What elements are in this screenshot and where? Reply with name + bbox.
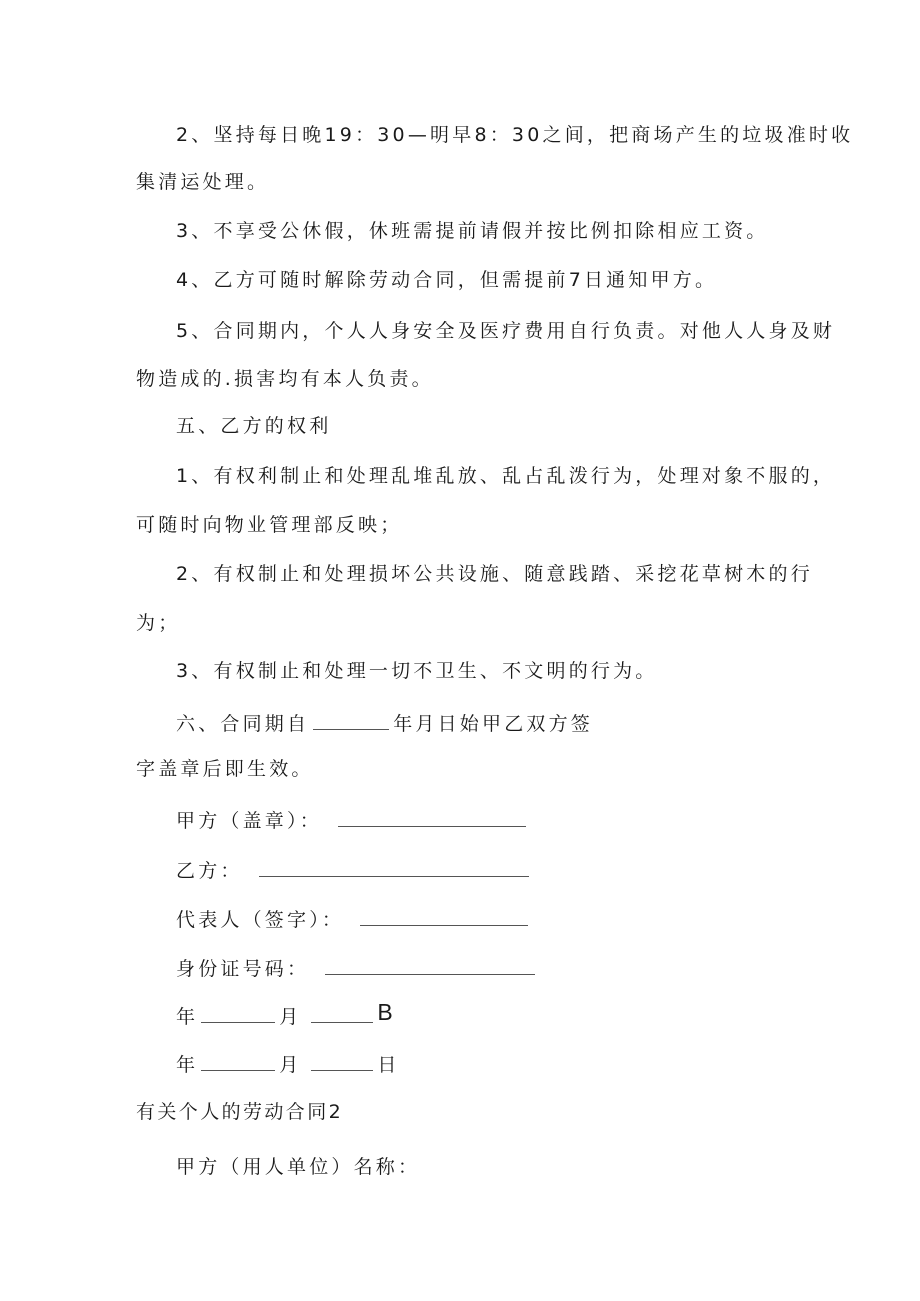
right-3: 3、有权制止和处理一切不卫生、不文明的行为。 [176,660,658,682]
date-2-day-field[interactable] [311,1053,373,1071]
clause-3: 3、不享受公休假，休班需提前请假并按比例扣除相应工资。 [176,220,769,242]
date-2-month-field[interactable] [201,1053,275,1071]
date-2-month-label: 月 [279,1054,302,1076]
party-b-label: 乙方： [176,860,243,882]
right-2-line-2: 为； [136,612,181,634]
clause-2-line-1: 2、坚持每日晚19：30—明早8：30之间，把商场产生的垃圾准时收 [176,124,854,146]
party-a-signature-field[interactable] [338,809,526,827]
date-row-1 [176,999,393,1028]
party-a-signature-row [176,809,530,831]
contract-start-blank[interactable] [313,712,389,730]
right-1-line-2: 可随时向物业管理部反映； [136,514,403,536]
clause-4: 4、乙方可随时解除劳动合同，但需提前7日通知甲方。 [176,269,718,291]
right-1-line-1: 1、有权利制止和处理乱堆乱放、乱占乱泼行为，处理对象不服的， [176,465,836,487]
date-1-month-label: 月 [279,1006,302,1028]
date-1-year-label: 年 [176,1006,199,1028]
id-number-label: 身份证号码： [176,958,310,980]
date-1-day-label: B [377,999,393,1025]
section-6-suffix: 年月日始甲乙双方签 [393,713,594,735]
party-a-label: 甲方（盖章）： [176,810,322,832]
contract-2-party-a-name: 甲方（用人单位）名称： [176,1156,421,1178]
party-b-signature-field[interactable] [259,859,529,877]
representative-label: 代表人（签字）： [176,909,345,931]
representative-signature-field[interactable] [360,908,528,926]
date-row-2 [176,1053,400,1075]
id-number-row [176,957,539,979]
section-6-prefix: 六、合同期自 [176,713,310,735]
clause-2-line-2: 集清运处理。 [136,171,270,193]
representative-row [176,908,532,930]
section-6-line-1 [176,712,593,734]
party-b-signature-row [176,859,533,881]
contract-2-title: 有关个人的劳动合同2 [136,1101,344,1123]
section-6-line-2: 字盖章后即生效。 [136,758,314,780]
clause-5-line-1: 5、合同期内，个人人身安全及医疗费用自行负责。对他人人身及财 [176,320,836,342]
date-1-month-field[interactable] [201,1005,275,1023]
right-2-line-1: 2、有权制止和处理损坏公共设施、随意践踏、采挖花草树木的行 [176,563,813,585]
date-2-year-label: 年 [176,1054,199,1076]
clause-5-line-2: 物造成的.损害均有本人负责。 [136,368,434,390]
section-5-heading: 五、乙方的权利 [176,415,332,437]
date-1-day-field[interactable] [311,1005,373,1023]
date-2-day-label: 日 [377,1054,400,1076]
id-number-field[interactable] [325,957,535,975]
